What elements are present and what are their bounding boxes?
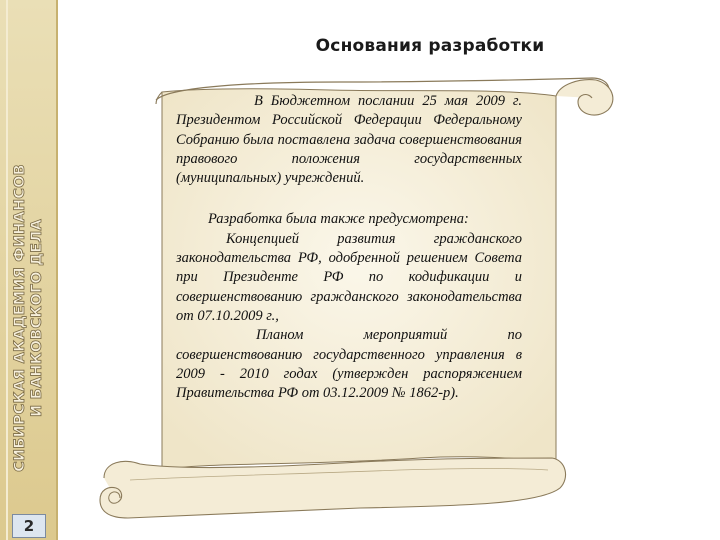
institution-name-line2: И БАНКОВСКОГО ДЕЛА: [29, 219, 45, 417]
slide-number: 2: [12, 514, 46, 538]
paragraph-action-plan: Планом мероприятий по совершенствованию государственного управления в 2009 - 2010 годах (утвержден распоряжением Правительства РФ от 03.12.2009 № 1862-р).: [176, 327, 522, 402]
scroll-text: [176, 92, 522, 403]
scroll-bottom-roll: [100, 458, 566, 518]
institution-name-line1: СИБИРСКАЯ АКАДЕМИЯ ФИНАНСОВ: [12, 164, 28, 472]
scroll-top-curl: [556, 80, 613, 115]
paragraph-budget-message: В Бюджетном послании 25 мая 2009 г. Президентом Российской Федерации Федеральному Собранию была поставлена задача совершенствования правового положения государственных (муниципальных) учреждений.: [176, 93, 522, 187]
slide-title: Основания разработки: [315, 36, 545, 56]
paragraph-also-provided: Разработка была также предусмотрена:: [208, 211, 469, 228]
paragraph-concept: Концепцией развития гражданского законодательства РФ, одобренной решением Совета при Президенте РФ по кодификации и совершенствованию гражданского законодательства от 07.10.2009 г.,: [176, 230, 522, 324]
